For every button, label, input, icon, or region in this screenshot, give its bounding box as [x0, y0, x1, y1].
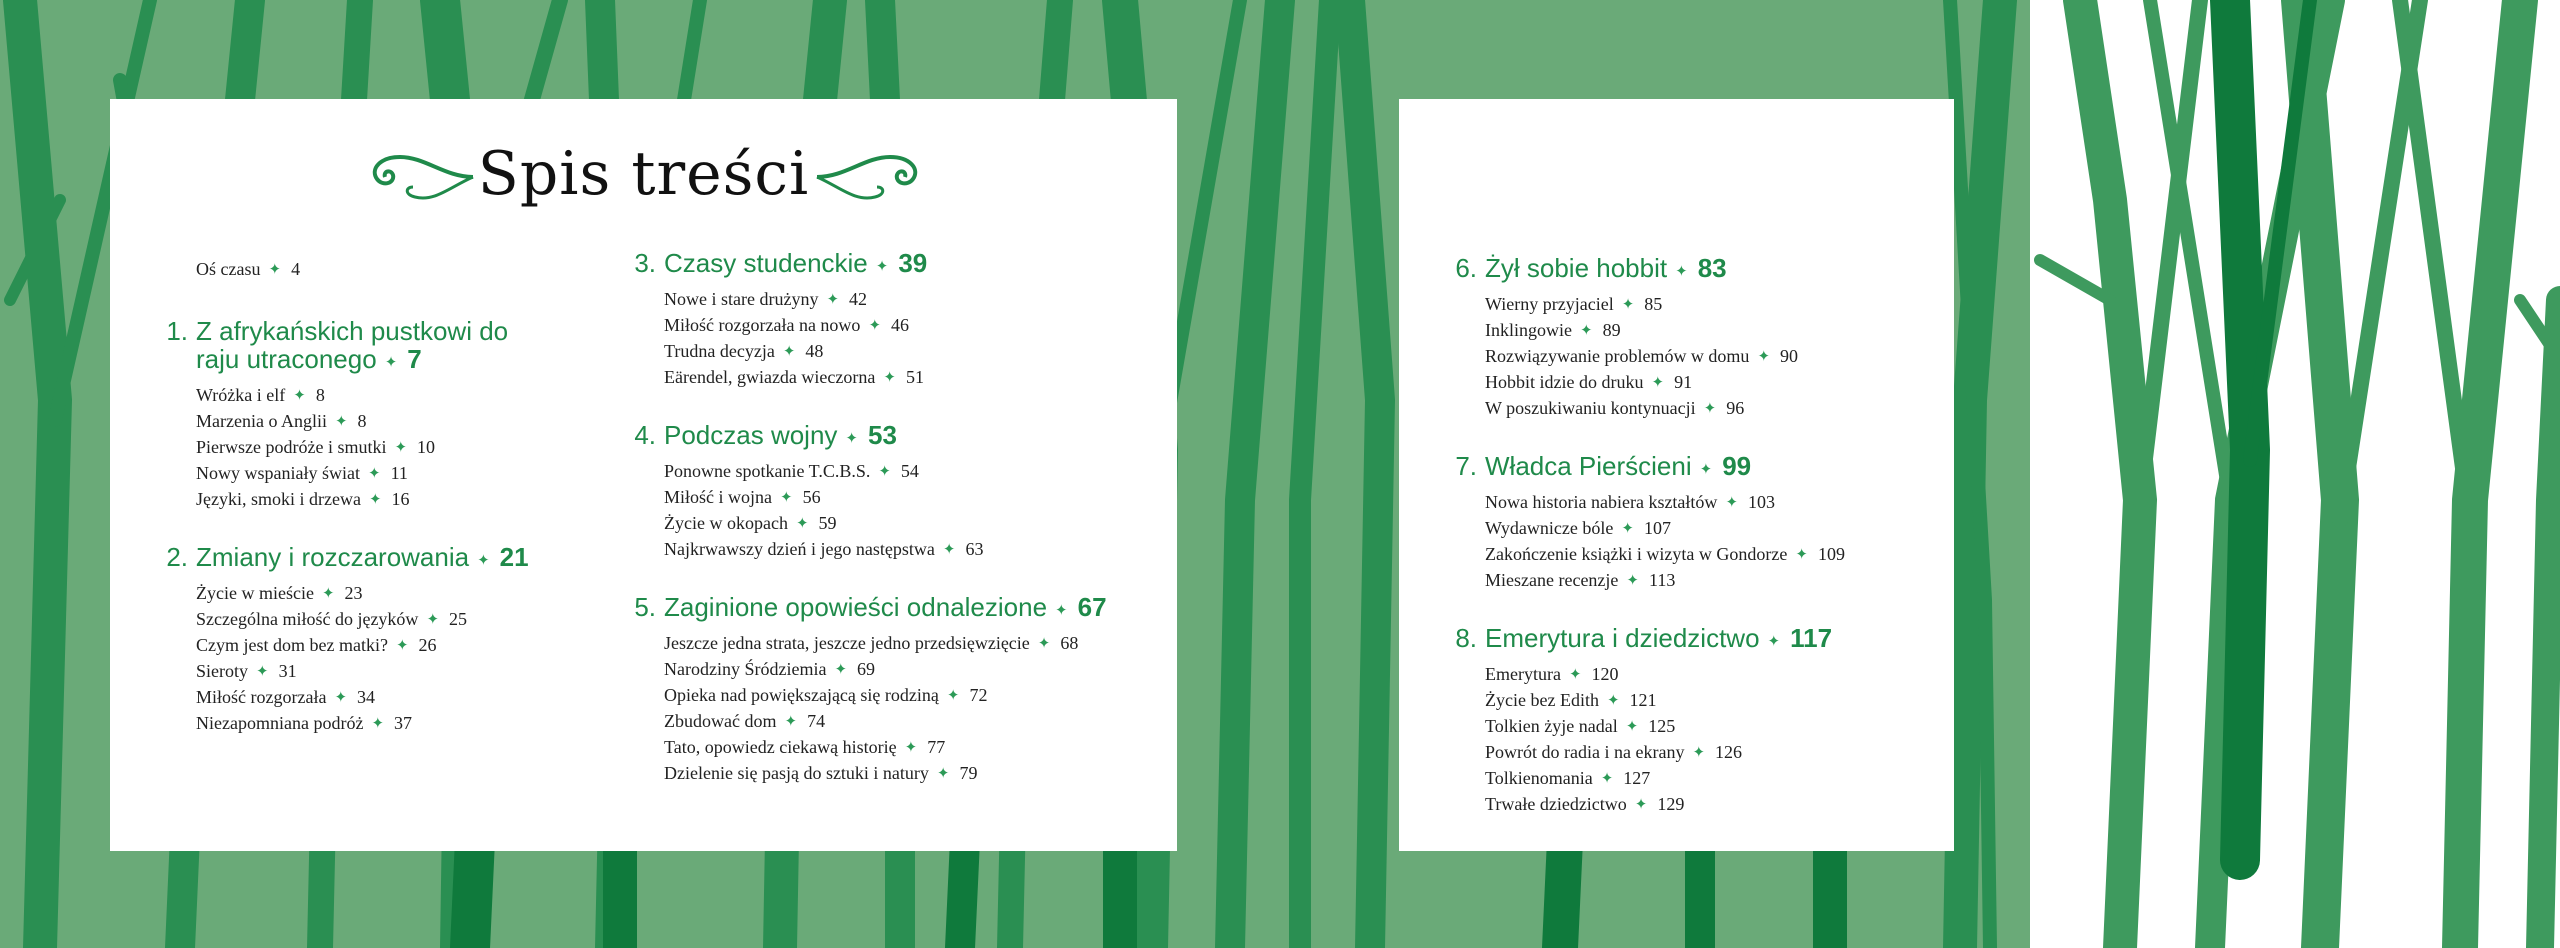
- toc-item[interactable]: Czym jest dom bez matki? ✦ 26: [196, 633, 662, 659]
- chapter-heading[interactable]: 4. Podczas wojny ✦ 53: [620, 421, 1165, 453]
- leaf-icon: ✦: [834, 662, 848, 678]
- toc-item[interactable]: Języki, smoki i drzewa ✦ 16: [196, 487, 662, 513]
- toc-page-right: [1399, 99, 1954, 851]
- chapter-heading[interactable]: 2. Zmiany i rozczarowania ✦ 21: [152, 543, 662, 575]
- chapter-items: [1441, 292, 1941, 422]
- leaf-icon: ✦: [268, 262, 282, 278]
- leaf-icon: ✦: [1625, 719, 1639, 735]
- toc-item[interactable]: Życie w okopach ✦ 59: [664, 511, 1165, 537]
- chapter-items: [620, 631, 1165, 787]
- leaf-icon: ✦: [1055, 602, 1068, 619]
- toc-item[interactable]: Niezapomniana podróż ✦ 37: [196, 711, 662, 737]
- toc-item[interactable]: Życie bez Edith ✦ 121: [1485, 688, 1941, 714]
- toc-page-left: [110, 99, 1177, 851]
- right-ornament-swirl: [815, 147, 925, 207]
- toc-item[interactable]: Eärendel, gwiazda wieczorna ✦ 51: [664, 365, 1165, 391]
- chapter-items: [1441, 662, 1941, 818]
- leaf-icon: ✦: [1621, 521, 1634, 537]
- toc-item[interactable]: Nowe i stare drużyny ✦ 42: [664, 287, 1165, 313]
- leaf-icon: ✦: [1757, 349, 1771, 365]
- toc-item[interactable]: Życie w mieście ✦ 23: [196, 581, 662, 607]
- toc-item[interactable]: Hobbit idzie do druku ✦ 91: [1485, 370, 1941, 396]
- chapter-heading[interactable]: 8. Emerytura i dziedzictwo ✦ 117: [1441, 624, 1941, 656]
- leaf-icon: ✦: [368, 492, 382, 508]
- toc-item[interactable]: Miłość rozgorzała ✦ 34: [196, 685, 662, 711]
- leaf-icon: ✦: [477, 552, 490, 569]
- toc-item[interactable]: Najkrwawszy dzień i jego następstwa ✦ 63: [664, 537, 1165, 563]
- leaf-icon: ✦: [878, 464, 891, 480]
- toc-item[interactable]: Trwałe dziedzictwo ✦ 129: [1485, 792, 1941, 818]
- toc-item[interactable]: Tolkien żyje nadal ✦ 125: [1485, 714, 1941, 740]
- chapter-items: [152, 383, 662, 513]
- toc-item[interactable]: Mieszane recenzje ✦ 113: [1485, 568, 1941, 594]
- toc-item[interactable]: Zakończenie książki i wizyta w Gondorze ✦ 109: [1485, 542, 1941, 568]
- chapter-heading[interactable]: 1. Z afrykańskich pustkowi do raju utraconego ✦ 7: [152, 317, 662, 377]
- toc-item[interactable]: Miłość i wojna ✦ 56: [664, 485, 1165, 511]
- leaf-icon: ✦: [1600, 771, 1614, 787]
- chapter-items: [152, 581, 662, 737]
- toc-item[interactable]: Rozwiązywanie problemów w domu ✦ 90: [1485, 344, 1941, 370]
- leaf-icon: ✦: [394, 440, 408, 456]
- leaf-icon: ✦: [904, 740, 918, 756]
- toc-item[interactable]: Nowy wspaniały świat ✦ 11: [196, 461, 662, 487]
- leaf-icon: ✦: [334, 414, 348, 430]
- leaf-icon: ✦: [1767, 633, 1781, 650]
- leaf-icon: ✦: [875, 258, 889, 275]
- leaf-icon: ✦: [1703, 401, 1717, 417]
- leaf-icon: ✦: [782, 344, 796, 360]
- toc-item[interactable]: Dzielenie się pasją do sztuki i natury ✦ 79: [664, 761, 1165, 787]
- toc-item[interactable]: Pierwsze podróże i smutki ✦ 10: [196, 435, 662, 461]
- leaf-icon: ✦: [395, 638, 409, 654]
- leaf-icon: ✦: [1037, 636, 1051, 652]
- toc-item[interactable]: Emerytura ✦ 120: [1485, 662, 1941, 688]
- leaf-icon: ✦: [1626, 573, 1639, 589]
- leaf-icon: ✦: [883, 370, 896, 386]
- toc-item[interactable]: Wydawnicze bóle ✦ 107: [1485, 516, 1941, 542]
- leaf-icon: ✦: [321, 586, 335, 602]
- leaf-icon: ✦: [384, 354, 398, 371]
- leaf-icon: ✦: [826, 292, 840, 308]
- toc-item[interactable]: Powrót do radia i na ekrany ✦ 126: [1485, 740, 1941, 766]
- leaf-icon: ✦: [1621, 297, 1635, 313]
- chapter-items: [620, 287, 1165, 391]
- leaf-icon: ✦: [256, 664, 269, 680]
- toc-item[interactable]: Nowa historia nabiera kształtów ✦ 103: [1485, 490, 1941, 516]
- chapter-heading[interactable]: 7. Władca Pierścieni ✦ 99: [1441, 452, 1941, 484]
- chapter-items: [1441, 490, 1941, 594]
- leaf-icon: ✦: [1675, 263, 1688, 280]
- toc-item[interactable]: Sieroty ✦ 31: [196, 659, 662, 685]
- toc-item[interactable]: Wróżka i elf ✦ 8: [196, 383, 662, 409]
- leaf-icon: ✦: [371, 716, 385, 732]
- leaf-icon: ✦: [795, 516, 809, 532]
- leaf-icon: ✦: [1580, 323, 1593, 339]
- leaf-icon: ✦: [784, 714, 798, 730]
- leaf-icon: ✦: [1651, 375, 1665, 391]
- toc-item[interactable]: Tolkienomania ✦ 127: [1485, 766, 1941, 792]
- chapter-items: [620, 459, 1165, 563]
- leaf-icon: ✦: [1634, 797, 1648, 813]
- leaf-icon: ✦: [845, 430, 858, 447]
- toc-item[interactable]: Narodziny Śródziemia ✦ 69: [664, 657, 1165, 683]
- toc-item[interactable]: Szczególna miłość do języków ✦ 25: [196, 607, 662, 633]
- toc-item[interactable]: Jeszcze jedna strata, jeszcze jedno przedsięwzięcie ✦ 68: [664, 631, 1165, 657]
- leaf-icon: ✦: [1795, 547, 1808, 563]
- leaf-icon: ✦: [1699, 461, 1713, 478]
- toc-item[interactable]: Miłość rozgorzała na nowo ✦ 46: [664, 313, 1165, 339]
- toc-item[interactable]: Wierny przyjaciel ✦ 85: [1485, 292, 1941, 318]
- toc-item[interactable]: Opieka nad powiększającą się rodziną ✦ 72: [664, 683, 1165, 709]
- chapter-heading[interactable]: 3. Czasy studenckie ✦ 39: [620, 249, 1165, 281]
- leaf-icon: ✦: [1606, 693, 1620, 709]
- leaf-icon: ✦: [293, 388, 306, 404]
- leaf-icon: ✦: [426, 612, 440, 628]
- leaf-icon: ✦: [936, 766, 950, 782]
- leaf-icon: ✦: [946, 688, 960, 704]
- toc-column-1: [152, 257, 662, 767]
- leaf-icon: ✦: [1692, 745, 1706, 761]
- page-title: Spis treści: [477, 139, 810, 209]
- toc-item[interactable]: W poszukiwaniu kontynuacji ✦ 96: [1485, 396, 1941, 422]
- toc-item[interactable]: Tato, opowiedz ciekawą historię ✦ 77: [664, 735, 1165, 761]
- leaf-icon: ✦: [334, 690, 348, 706]
- toc-item[interactable]: Trudna decyzja ✦ 48: [664, 339, 1165, 365]
- chapter-heading[interactable]: 6. Żył sobie hobbit ✦ 83: [1441, 254, 1941, 286]
- toc-column-3: [1441, 254, 1941, 848]
- leaf-icon: ✦: [1725, 495, 1739, 511]
- leaf-icon: ✦: [942, 542, 956, 558]
- toc-item[interactable]: Oś czasu ✦ 4: [152, 257, 662, 283]
- leaf-icon: ✦: [868, 318, 882, 334]
- toc-item[interactable]: Zbudować dom ✦ 74: [664, 709, 1165, 735]
- leaf-icon: ✦: [780, 490, 793, 506]
- chapter-heading[interactable]: 5. Zaginione opowieści odnalezione ✦ 67: [620, 593, 1165, 625]
- toc-column-2: [620, 249, 1165, 817]
- toc-item[interactable]: Inklingowie ✦ 89: [1485, 318, 1941, 344]
- toc-item[interactable]: Marzenia o Anglii ✦ 8: [196, 409, 662, 435]
- toc-item[interactable]: Ponowne spotkanie T.C.B.S. ✦ 54: [664, 459, 1165, 485]
- leaf-icon: ✦: [1568, 667, 1582, 683]
- leaf-icon: ✦: [367, 466, 381, 482]
